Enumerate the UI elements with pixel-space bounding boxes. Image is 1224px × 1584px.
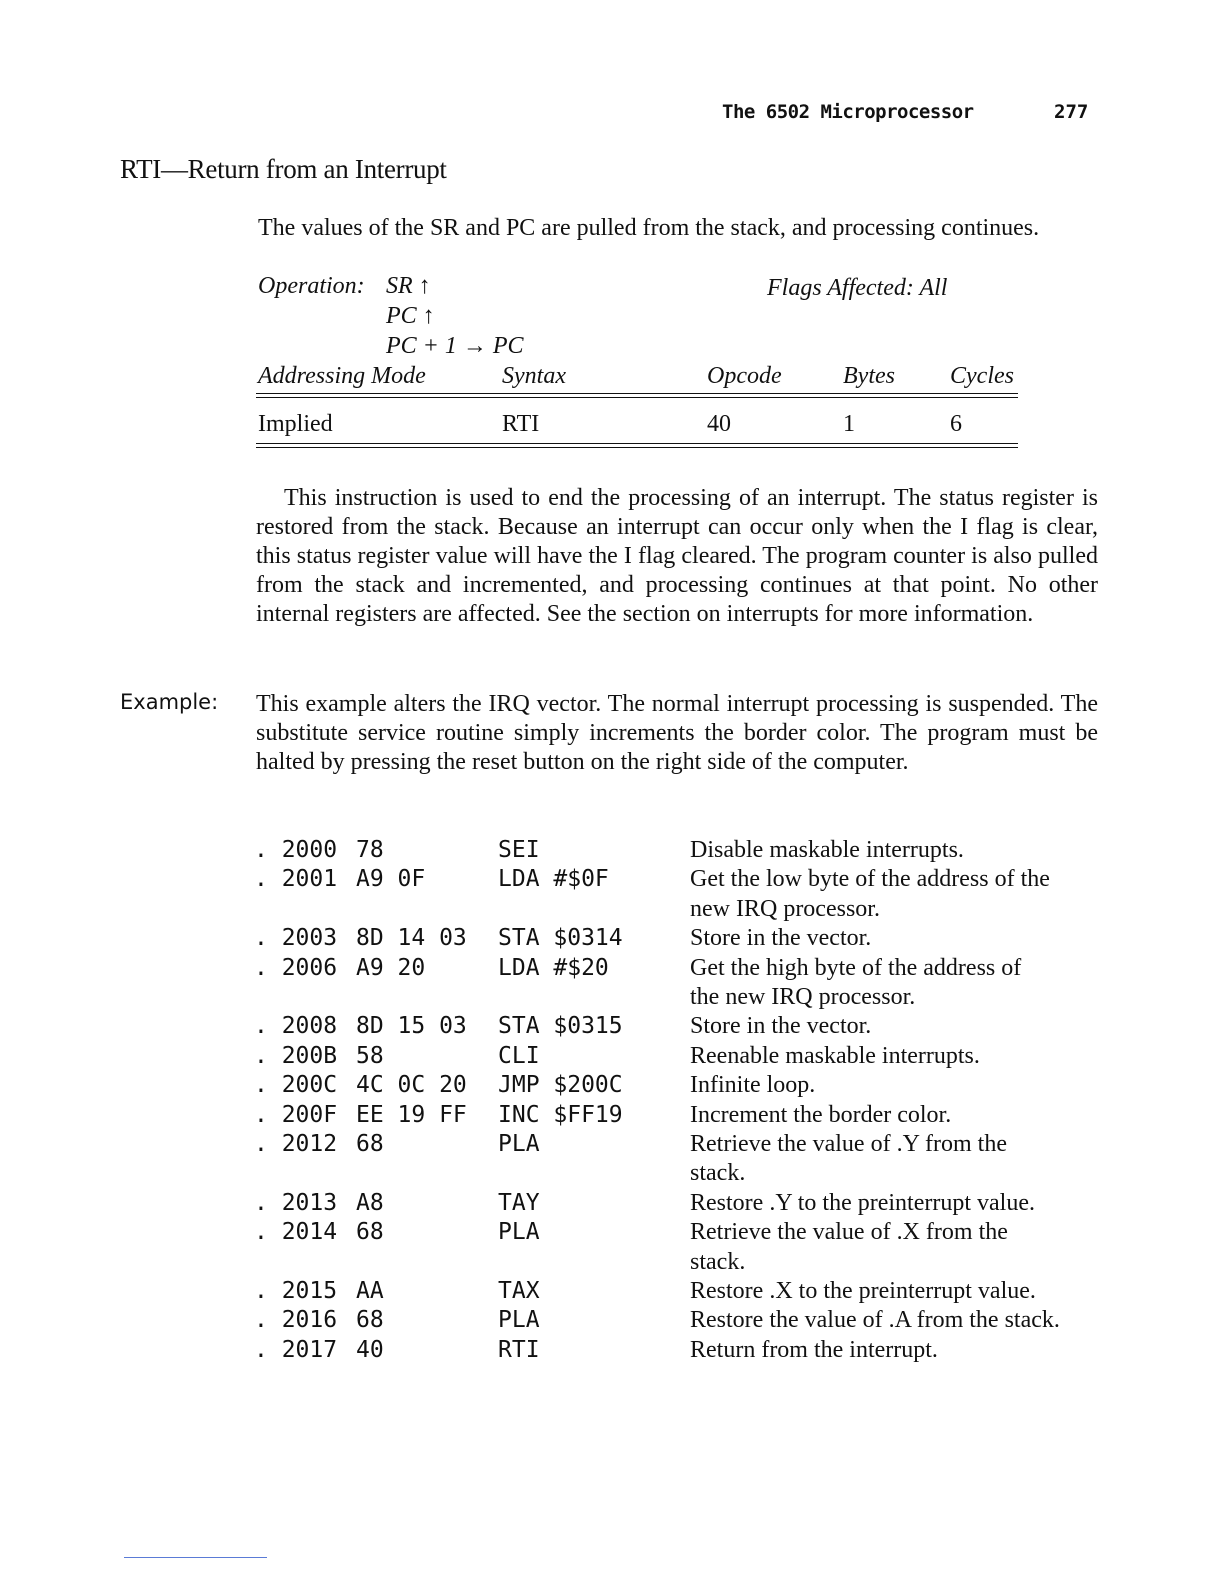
listing-bytes: 8D 14 03 [356, 925, 467, 952]
listing-instruction: LDA #$0F [498, 866, 609, 893]
listing-address: . 2013 [254, 1189, 338, 1216]
listing-address: . 2015 [254, 1278, 338, 1304]
listing-comment: Increment the border color. [690, 1101, 952, 1128]
listing-instruction: STA $0315 [498, 1013, 623, 1040]
table-rule [256, 447, 1018, 448]
page-number: 277 [1054, 101, 1089, 123]
listing-bytes: A9 20 [356, 954, 426, 981]
listing-comment: Infinite loop. [690, 1072, 816, 1099]
column-header: Addressing Mode [258, 363, 426, 389]
section-title: RTI—Return from an Interrupt [120, 154, 447, 184]
flags-label: Flags Affected: [767, 275, 914, 301]
listing-instruction: PLA [498, 1131, 540, 1157]
listing-comment: new IRQ processor. [690, 895, 880, 922]
column-header: Syntax [502, 363, 566, 389]
listing-address: . 200F [254, 1101, 338, 1128]
listing-comment: Restore .Y to the preinterrupt value. [690, 1189, 1035, 1216]
listing-address: . 200B [254, 1042, 338, 1069]
listing-comment: Reenable maskable interrupts. [690, 1042, 980, 1069]
listing-comment: the new IRQ processor. [690, 984, 916, 1010]
listing-bytes: 4C 0C 20 [356, 1072, 467, 1099]
running-head: The 6502 Microprocessor [722, 101, 974, 123]
listing-instruction: RTI [498, 1336, 540, 1363]
operation-line: PC + 1 → PC [386, 333, 524, 359]
listing-instruction: LDA #$20 [498, 954, 609, 981]
listing-instruction: TAY [498, 1189, 540, 1216]
listing-comment: stack. [690, 1248, 746, 1275]
operation-line: PC ↑ [386, 303, 435, 329]
listing-bytes: 68 [356, 1307, 384, 1334]
example-text: This example alters the IRQ vector. The normal interrupt processing is suspended. The substitute service routine simply increments the border color. The program must be halted by pressing the reset button on the right side of the computer. [256, 691, 1098, 775]
listing-bytes: AA [356, 1278, 384, 1304]
table-cell: 6 [950, 411, 962, 437]
listing-instruction: INC $FF19 [498, 1101, 623, 1128]
table-cell: 1 [843, 411, 855, 437]
listing-comment: Restore the value of .A from the stack. [690, 1307, 1060, 1334]
listing-instruction: CLI [498, 1042, 540, 1069]
listing-bytes: EE 19 FF [356, 1101, 467, 1128]
column-header: Bytes [843, 363, 895, 389]
operation-line: SR ↑ [386, 273, 431, 299]
table-cell: 40 [707, 411, 731, 437]
listing-bytes: 68 [356, 1131, 384, 1157]
description-paragraph [256, 484, 1098, 629]
operation-label: Operation: [258, 273, 365, 299]
flags-value: All [919, 275, 948, 301]
listing-comment: Disable maskable interrupts. [690, 837, 964, 863]
listing-comment: stack. [690, 1160, 746, 1187]
example-label: Example: [120, 690, 219, 714]
listing-bytes: 68 [356, 1219, 384, 1246]
listing-comment: Store in the vector. [690, 1013, 872, 1040]
listing-address: . 2006 [254, 954, 338, 981]
listing-address: . 2000 [254, 837, 338, 863]
table-rule [256, 397, 1018, 398]
flags-affected [767, 274, 947, 303]
listing-bytes: 58 [356, 1042, 384, 1069]
table-rule [256, 393, 1018, 394]
listing-address: . 2003 [254, 925, 338, 952]
listing-address: . 2014 [254, 1219, 338, 1246]
listing-address: . 2001 [254, 866, 338, 893]
listing-bytes: 8D 15 03 [356, 1013, 467, 1040]
listing-address: . 2017 [254, 1336, 338, 1363]
table-rule [256, 443, 1018, 444]
listing-comment: Return from the interrupt. [690, 1336, 938, 1363]
listing-bytes: 40 [356, 1336, 384, 1363]
listing-address: . 2012 [254, 1131, 338, 1157]
listing-instruction: SEI [498, 837, 540, 863]
listing-comment: Restore .X to the preinterrupt value. [690, 1278, 1036, 1304]
footer-rule [124, 1557, 267, 1558]
listing-comment: Get the high byte of the address of [690, 954, 1022, 981]
listing-comment: Retrieve the value of .X from the [690, 1219, 1008, 1246]
table-cell: Implied [258, 411, 333, 437]
listing-bytes: 78 [356, 837, 384, 863]
listing-comment: Retrieve the value of .Y from the [690, 1131, 1007, 1157]
listing-instruction: JMP $200C [498, 1072, 623, 1099]
listing-address: . 2016 [254, 1307, 338, 1334]
description-text: This instruction is used to end the processing of an interrupt. The status register is restored from the stack. Because an interrupt can occur only when the I flag is clear, this status register value will have the I flag cleared. The program counter is also pulled from the stack and incremented, and processing continues at that point. No other internal registers are affected. See the section on interrupts for more information. [256, 485, 1098, 627]
listing-instruction: PLA [498, 1219, 540, 1246]
listing-bytes: A9 0F [356, 866, 426, 893]
listing-address: . 200C [254, 1072, 338, 1099]
column-header: Opcode [707, 363, 782, 389]
instruction-summary: The values of the SR and PC are pulled from the stack, and processing continues. [258, 215, 1040, 241]
listing-bytes: A8 [356, 1189, 384, 1216]
listing-address: . 2008 [254, 1013, 338, 1040]
table-cell: RTI [502, 411, 540, 437]
column-header: Cycles [950, 363, 1014, 389]
listing-instruction: STA $0314 [498, 925, 623, 952]
listing-instruction: PLA [498, 1307, 540, 1334]
listing-comment: Store in the vector. [690, 925, 872, 952]
listing-comment: Get the low byte of the address of the [690, 866, 1050, 893]
listing-instruction: TAX [498, 1278, 540, 1304]
